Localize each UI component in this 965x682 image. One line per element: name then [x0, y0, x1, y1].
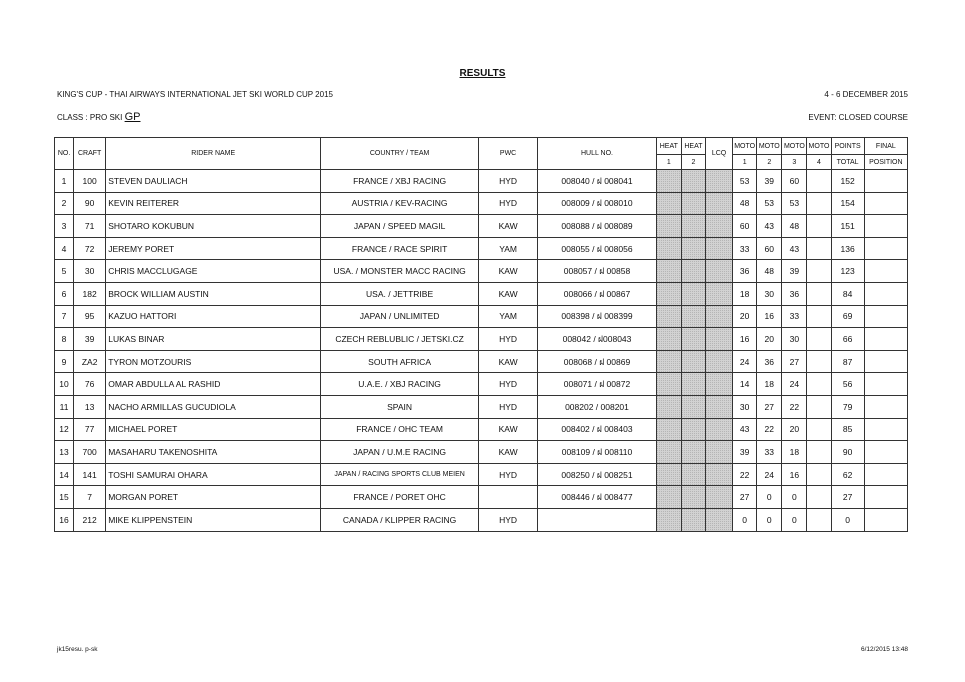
cell-moto1: 24 — [733, 350, 757, 373]
cell-hull: 008066 / ฝ 00867 — [538, 282, 657, 305]
cell-points: 56 — [831, 373, 864, 396]
cell-no: 2 — [55, 192, 74, 215]
cell-lcq — [705, 282, 732, 305]
class-line — [57, 111, 141, 123]
cell-moto4 — [807, 486, 831, 509]
cell-moto3: 60 — [782, 170, 807, 193]
cell-no: 16 — [55, 508, 74, 531]
cell-rider: MASAHARU TAKENOSHITA — [106, 441, 321, 464]
table-row — [55, 305, 908, 328]
cell-country: FRANCE / OHC TEAM — [321, 418, 479, 441]
cell-points: 154 — [831, 192, 864, 215]
cell-heat1 — [656, 215, 681, 238]
cell-final — [864, 237, 907, 260]
cell-country: JAPAN / U.M.E RACING — [321, 441, 479, 464]
cell-country: USA. / JETTRIBE — [321, 282, 479, 305]
table-row — [55, 215, 908, 238]
col-header-craft: CRAFT — [74, 138, 106, 170]
cell-no: 3 — [55, 215, 74, 238]
col-header-pwc: PWC — [478, 138, 537, 170]
cell-moto1: 30 — [733, 395, 757, 418]
cell-hull — [538, 508, 657, 531]
cell-points: 0 — [831, 508, 864, 531]
cell-craft: 30 — [74, 260, 106, 283]
cell-heat1 — [656, 328, 681, 351]
cell-moto4 — [807, 395, 831, 418]
cell-moto1: 0 — [733, 508, 757, 531]
cell-lcq — [705, 305, 732, 328]
cell-moto3: 24 — [782, 373, 807, 396]
cell-no: 6 — [55, 282, 74, 305]
cell-hull: 008202 / 008201 — [538, 395, 657, 418]
cell-moto4 — [807, 463, 831, 486]
table-row — [55, 170, 908, 193]
cell-craft: 7 — [74, 486, 106, 509]
cell-moto4 — [807, 373, 831, 396]
cell-heat2 — [681, 170, 705, 193]
cell-craft: 90 — [74, 192, 106, 215]
table-row — [55, 486, 908, 509]
cell-points: 66 — [831, 328, 864, 351]
cell-lcq — [705, 508, 732, 531]
cell-craft: 39 — [74, 328, 106, 351]
cell-points: 79 — [831, 395, 864, 418]
cell-rider: MIKE KLIPPENSTEIN — [106, 508, 321, 531]
cell-moto1: 14 — [733, 373, 757, 396]
cell-heat2 — [681, 441, 705, 464]
cell-final — [864, 508, 907, 531]
cell-rider: BROCK WILLIAM AUSTIN — [106, 282, 321, 305]
table-row — [55, 328, 908, 351]
results-table — [54, 137, 908, 532]
cell-moto1: 18 — [733, 282, 757, 305]
cell-rider: TOSHI SAMURAI OHARA — [106, 463, 321, 486]
table-row — [55, 463, 908, 486]
event-type: EVENT: CLOSED COURSE — [808, 113, 908, 122]
cell-country: SPAIN — [321, 395, 479, 418]
cell-rider: KEVIN REITERER — [106, 192, 321, 215]
cell-rider: KAZUO HATTORI — [106, 305, 321, 328]
cell-lcq — [705, 215, 732, 238]
cell-pwc: KAW — [478, 282, 537, 305]
cell-moto1: 16 — [733, 328, 757, 351]
cell-moto2: 18 — [757, 373, 782, 396]
cell-pwc: HYD — [478, 463, 537, 486]
footer-timestamp: 6/12/2015 13:48 — [861, 646, 908, 653]
class-code: GP — [124, 111, 141, 123]
cell-heat1 — [656, 350, 681, 373]
col-subheader-moto3: 3 — [782, 155, 807, 170]
cell-lcq — [705, 463, 732, 486]
cell-moto2: 43 — [757, 215, 782, 238]
cell-final — [864, 282, 907, 305]
cell-moto4 — [807, 305, 831, 328]
cell-lcq — [705, 418, 732, 441]
cell-no: 15 — [55, 486, 74, 509]
cell-moto4 — [807, 237, 831, 260]
cell-moto3: 36 — [782, 282, 807, 305]
cell-country: JAPAN / UNLIMITED — [321, 305, 479, 328]
cell-lcq — [705, 441, 732, 464]
cell-country: JAPAN / SPEED MAGIL — [321, 215, 479, 238]
cell-heat2 — [681, 260, 705, 283]
cell-country: AUSTRIA / KEV-RACING — [321, 192, 479, 215]
col-header-points: POINTS — [831, 138, 864, 155]
cell-moto2: 0 — [757, 508, 782, 531]
cell-lcq — [705, 486, 732, 509]
page-title: RESULTS — [459, 68, 506, 79]
cell-hull: 008088 / ฝ 008089 — [538, 215, 657, 238]
cell-pwc — [478, 486, 537, 509]
cell-points: 136 — [831, 237, 864, 260]
table-row — [55, 282, 908, 305]
col-header-moto2: MOTO — [757, 138, 782, 155]
cell-hull: 008446 / ฝ 008477 — [538, 486, 657, 509]
col-header-lcq: LCQ — [705, 138, 732, 170]
cell-moto3: 48 — [782, 215, 807, 238]
cell-moto2: 16 — [757, 305, 782, 328]
cell-moto4 — [807, 508, 831, 531]
table-row — [55, 237, 908, 260]
cell-pwc: KAW — [478, 350, 537, 373]
footer-filename: jk15resu. p-sk — [57, 646, 98, 653]
cell-craft: 77 — [74, 418, 106, 441]
cell-craft: 72 — [74, 237, 106, 260]
table-row — [55, 508, 908, 531]
cell-no: 12 — [55, 418, 74, 441]
cell-final — [864, 373, 907, 396]
cell-lcq — [705, 373, 732, 396]
table-row — [55, 418, 908, 441]
cell-moto2: 33 — [757, 441, 782, 464]
col-subheader-heat2: 2 — [681, 155, 705, 170]
col-subheader-final: POSITION — [864, 155, 907, 170]
cell-country: FRANCE / PORET OHC — [321, 486, 479, 509]
cell-moto3: 0 — [782, 508, 807, 531]
cell-hull: 008068 / ฝ 00869 — [538, 350, 657, 373]
cell-moto3: 53 — [782, 192, 807, 215]
col-header-heat1: HEAT — [656, 138, 681, 155]
cell-moto2: 0 — [757, 486, 782, 509]
cell-moto4 — [807, 170, 831, 193]
cell-rider: MORGAN PORET — [106, 486, 321, 509]
cell-no: 4 — [55, 237, 74, 260]
cell-heat2 — [681, 305, 705, 328]
col-subheader-moto2: 2 — [757, 155, 782, 170]
cell-hull: 008109 / ฝ 008110 — [538, 441, 657, 464]
cell-heat1 — [656, 237, 681, 260]
cell-hull: 008055 / ฝ 008056 — [538, 237, 657, 260]
col-header-moto1: MOTO — [733, 138, 757, 155]
cell-pwc: YAM — [478, 237, 537, 260]
cell-pwc: KAW — [478, 215, 537, 238]
cell-no: 8 — [55, 328, 74, 351]
cell-craft: 700 — [74, 441, 106, 464]
cell-moto3: 20 — [782, 418, 807, 441]
cell-moto2: 22 — [757, 418, 782, 441]
cell-hull: 008042 / ฝ008043 — [538, 328, 657, 351]
cell-points: 69 — [831, 305, 864, 328]
cell-heat2 — [681, 350, 705, 373]
cell-pwc: YAM — [478, 305, 537, 328]
cell-hull: 008402 / ฝ 008403 — [538, 418, 657, 441]
cell-final — [864, 463, 907, 486]
cell-hull: 008071 / ฝ 00872 — [538, 373, 657, 396]
cell-country: USA. / MONSTER MACC RACING — [321, 260, 479, 283]
cell-country: CZECH REBLUBLIC / JETSKI.CZ — [321, 328, 479, 351]
cell-moto2: 48 — [757, 260, 782, 283]
cell-rider: STEVEN DAULIACH — [106, 170, 321, 193]
cell-heat1 — [656, 463, 681, 486]
cell-moto3: 0 — [782, 486, 807, 509]
cell-moto3: 39 — [782, 260, 807, 283]
table-row — [55, 373, 908, 396]
cell-heat2 — [681, 373, 705, 396]
cell-moto2: 39 — [757, 170, 782, 193]
cell-craft: 13 — [74, 395, 106, 418]
cell-heat2 — [681, 508, 705, 531]
cell-rider: TYRON MOTZOURIS — [106, 350, 321, 373]
cell-lcq — [705, 260, 732, 283]
cell-moto3: 16 — [782, 463, 807, 486]
cell-moto3: 43 — [782, 237, 807, 260]
cell-points: 123 — [831, 260, 864, 283]
event-name: KING'S CUP - THAI AIRWAYS INTERNATIONAL JET SKI WORLD CUP 2015 — [57, 90, 333, 99]
cell-hull: 008250 / ฝ 008251 — [538, 463, 657, 486]
cell-pwc: HYD — [478, 508, 537, 531]
cell-hull: 008398 / ฝ 008399 — [538, 305, 657, 328]
cell-moto1: 33 — [733, 237, 757, 260]
cell-points: 27 — [831, 486, 864, 509]
cell-moto3: 18 — [782, 441, 807, 464]
cell-moto4 — [807, 192, 831, 215]
cell-moto4 — [807, 282, 831, 305]
cell-heat1 — [656, 373, 681, 396]
cell-pwc: HYD — [478, 395, 537, 418]
cell-rider: SHOTARO KOKUBUN — [106, 215, 321, 238]
cell-points: 87 — [831, 350, 864, 373]
cell-heat2 — [681, 215, 705, 238]
cell-moto4 — [807, 441, 831, 464]
event-date: 4 - 6 DECEMBER 2015 — [824, 90, 908, 99]
cell-hull: 008040 / ฝ 008041 — [538, 170, 657, 193]
table-row — [55, 260, 908, 283]
cell-final — [864, 418, 907, 441]
cell-moto1: 22 — [733, 463, 757, 486]
cell-moto4 — [807, 215, 831, 238]
cell-lcq — [705, 395, 732, 418]
cell-moto2: 20 — [757, 328, 782, 351]
cell-pwc: KAW — [478, 441, 537, 464]
cell-country: FRANCE / RACE SPIRIT — [321, 237, 479, 260]
cell-heat1 — [656, 418, 681, 441]
cell-heat1 — [656, 282, 681, 305]
cell-heat2 — [681, 418, 705, 441]
cell-heat2 — [681, 463, 705, 486]
cell-heat1 — [656, 305, 681, 328]
cell-rider: NACHO ARMILLAS GUCUDIOLA — [106, 395, 321, 418]
cell-heat1 — [656, 260, 681, 283]
cell-moto4 — [807, 260, 831, 283]
col-header-rider: RIDER NAME — [106, 138, 321, 170]
cell-craft: 95 — [74, 305, 106, 328]
cell-heat2 — [681, 192, 705, 215]
cell-moto4 — [807, 418, 831, 441]
cell-points: 90 — [831, 441, 864, 464]
cell-no: 14 — [55, 463, 74, 486]
cell-rider: MICHAEL PORET — [106, 418, 321, 441]
cell-moto1: 39 — [733, 441, 757, 464]
cell-heat2 — [681, 282, 705, 305]
cell-no: 11 — [55, 395, 74, 418]
cell-no: 1 — [55, 170, 74, 193]
cell-pwc: HYD — [478, 373, 537, 396]
cell-final — [864, 260, 907, 283]
cell-country: SOUTH AFRICA — [321, 350, 479, 373]
col-subheader-points: TOTAL — [831, 155, 864, 170]
cell-moto1: 53 — [733, 170, 757, 193]
cell-lcq — [705, 192, 732, 215]
cell-craft: ZA2 — [74, 350, 106, 373]
cell-moto4 — [807, 328, 831, 351]
cell-no: 7 — [55, 305, 74, 328]
cell-heat2 — [681, 237, 705, 260]
cell-moto1: 36 — [733, 260, 757, 283]
col-header-country: COUNTRY / TEAM — [321, 138, 479, 170]
cell-moto1: 60 — [733, 215, 757, 238]
class-label: CLASS : PRO SKI — [57, 113, 123, 122]
cell-moto4 — [807, 350, 831, 373]
cell-moto2: 30 — [757, 282, 782, 305]
cell-moto2: 53 — [757, 192, 782, 215]
table-row — [55, 192, 908, 215]
cell-heat1 — [656, 508, 681, 531]
cell-points: 85 — [831, 418, 864, 441]
cell-heat1 — [656, 395, 681, 418]
cell-moto3: 22 — [782, 395, 807, 418]
cell-moto1: 48 — [733, 192, 757, 215]
cell-points: 152 — [831, 170, 864, 193]
cell-country: CANADA / KLIPPER RACING — [321, 508, 479, 531]
cell-moto3: 27 — [782, 350, 807, 373]
cell-points: 151 — [831, 215, 864, 238]
cell-heat1 — [656, 170, 681, 193]
cell-craft: 100 — [74, 170, 106, 193]
cell-moto2: 36 — [757, 350, 782, 373]
cell-craft: 141 — [74, 463, 106, 486]
cell-moto2: 27 — [757, 395, 782, 418]
col-subheader-moto4: 4 — [807, 155, 831, 170]
cell-moto2: 24 — [757, 463, 782, 486]
col-subheader-moto1: 1 — [733, 155, 757, 170]
cell-moto3: 30 — [782, 328, 807, 351]
col-subheader-heat1: 1 — [656, 155, 681, 170]
cell-craft: 212 — [74, 508, 106, 531]
cell-craft: 76 — [74, 373, 106, 396]
cell-no: 5 — [55, 260, 74, 283]
cell-no: 13 — [55, 441, 74, 464]
cell-lcq — [705, 328, 732, 351]
cell-heat2 — [681, 328, 705, 351]
cell-rider: LUKAS BINAR — [106, 328, 321, 351]
header-row — [55, 138, 908, 155]
col-header-hull: HULL NO. — [538, 138, 657, 170]
col-header-moto4: MOTO — [807, 138, 831, 155]
cell-hull: 008057 / ฝ 00858 — [538, 260, 657, 283]
table-row — [55, 395, 908, 418]
cell-moto2: 60 — [757, 237, 782, 260]
cell-heat2 — [681, 486, 705, 509]
cell-no: 10 — [55, 373, 74, 396]
cell-heat1 — [656, 192, 681, 215]
cell-moto1: 27 — [733, 486, 757, 509]
cell-heat1 — [656, 486, 681, 509]
cell-country: U.A.E. / XBJ RACING — [321, 373, 479, 396]
cell-final — [864, 305, 907, 328]
cell-final — [864, 328, 907, 351]
cell-final — [864, 486, 907, 509]
cell-moto1: 43 — [733, 418, 757, 441]
cell-country: FRANCE / XBJ RACING — [321, 170, 479, 193]
cell-final — [864, 192, 907, 215]
cell-craft: 71 — [74, 215, 106, 238]
cell-moto1: 20 — [733, 305, 757, 328]
cell-lcq — [705, 170, 732, 193]
col-header-no: NO. — [55, 138, 74, 170]
cell-final — [864, 350, 907, 373]
cell-pwc: HYD — [478, 170, 537, 193]
cell-rider: OMAR ABDULLA AL RASHID — [106, 373, 321, 396]
cell-pwc: KAW — [478, 418, 537, 441]
cell-no: 9 — [55, 350, 74, 373]
col-header-final: FINAL — [864, 138, 907, 155]
cell-country: JAPAN / RACING SPORTS CLUB MEIEN — [321, 463, 479, 486]
cell-pwc: KAW — [478, 260, 537, 283]
cell-final — [864, 170, 907, 193]
cell-rider: CHRIS MACCLUGAGE — [106, 260, 321, 283]
cell-craft: 182 — [74, 282, 106, 305]
cell-final — [864, 395, 907, 418]
cell-pwc: HYD — [478, 328, 537, 351]
cell-hull: 008009 / ฝ 008010 — [538, 192, 657, 215]
col-header-moto3: MOTO — [782, 138, 807, 155]
cell-lcq — [705, 350, 732, 373]
table-row — [55, 350, 908, 373]
cell-points: 84 — [831, 282, 864, 305]
cell-heat2 — [681, 395, 705, 418]
cell-lcq — [705, 237, 732, 260]
table-row — [55, 441, 908, 464]
cell-moto3: 33 — [782, 305, 807, 328]
cell-final — [864, 441, 907, 464]
cell-final — [864, 215, 907, 238]
col-header-heat2: HEAT — [681, 138, 705, 155]
cell-points: 62 — [831, 463, 864, 486]
cell-heat1 — [656, 441, 681, 464]
cell-rider: JEREMY PORET — [106, 237, 321, 260]
cell-pwc: HYD — [478, 192, 537, 215]
